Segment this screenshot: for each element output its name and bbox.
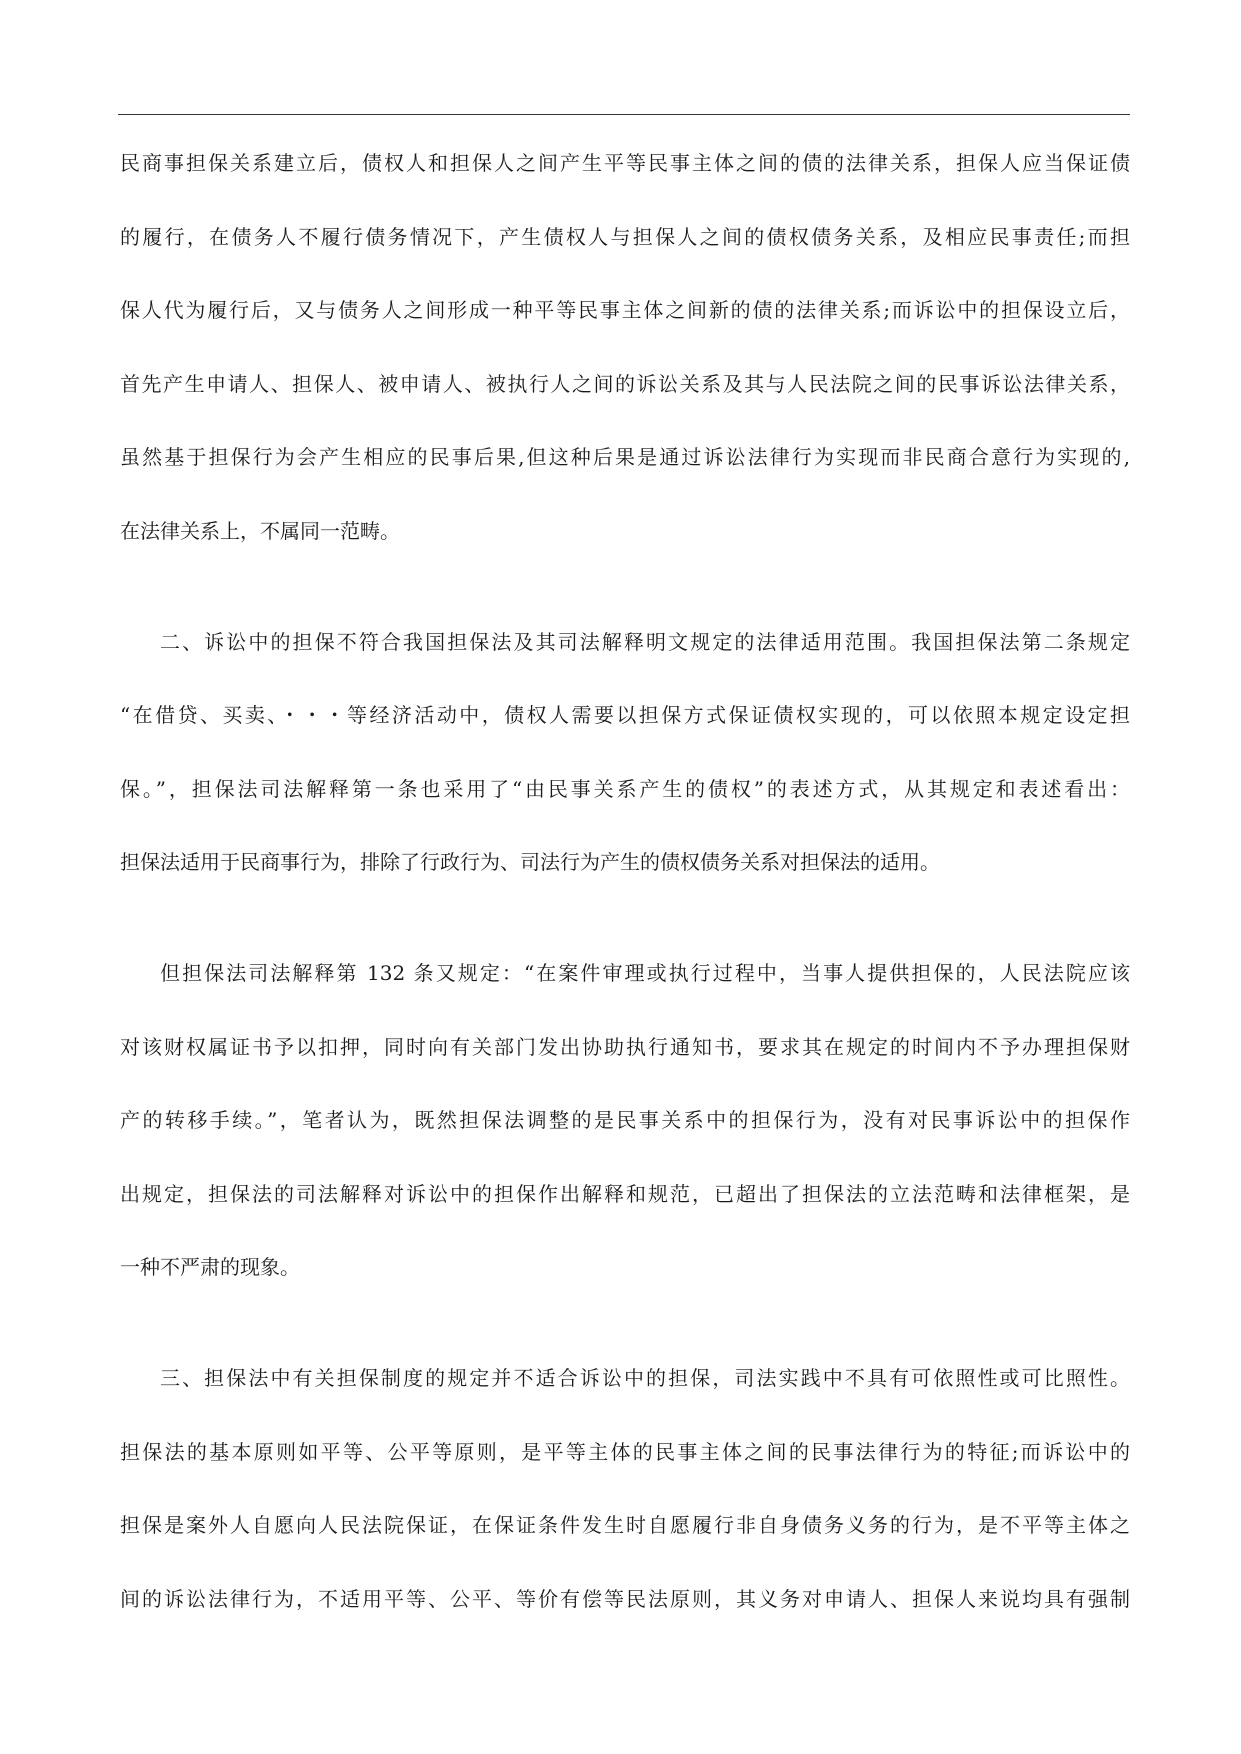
paragraph-gap [120,586,1130,624]
paragraph-gap [120,1323,1130,1361]
header-rule [118,114,1130,115]
text-line: 间的诉讼法律行为，不适用平等、公平、等价有偿等民法原则，其义务对申请人、担保人来说均具有强制 [120,1586,1130,1611]
text-line: 在法律关系上，不属同一范畴。 [120,518,400,543]
text-line: “在借贷、买卖、・・・等经济活动中，债权人需要以担保方式保证债权实现的，可以依照本规定设定担 [120,703,1130,727]
text-line: 的履行，在债务人不履行债务情况下，产生债权人与担保人之间的债权债务关系，及相应民事责任;而担 [120,224,1130,249]
text-line: 出规定，担保法的司法解释对诉讼中的担保作出解释和规范，已超出了担保法的立法范畴和法律框架，是 [120,1181,1130,1206]
text-line: 对该财权属证书予以扣押，同时向有关部门发出协助执行通知书，要求其在规定的时间内不予办理担保财 [120,1034,1130,1059]
text-line: 二、诉讼中的担保不符合我国担保法及其司法解释明文规定的法律适用范围。我国担保法第二条规定 [160,629,1130,654]
text-line: 首先产生申请人、担保人、被申请人、被执行人之间的诉讼关系及其与人民法院之间的民事诉讼法律关系， [120,371,1130,396]
text-line: 三、担保法中有关担保制度的规定并不适合诉讼中的担保，司法实践中不具有可依照性或可比照性。 [160,1366,1130,1390]
document-body [120,145,1130,1654]
text-line: 担保法适用于民商事行为，排除了行政行为、司法行为产生的债权债务关系对担保法的适用。 [120,850,940,874]
text-line: 虽然基于担保行为会产生相应的民事后果,但这种后果是通过诉讼法律行为实现而非民商合意行为实现的, [120,445,1130,469]
text-line: 民商事担保关系建立后，债权人和担保人之间产生平等民事主体之间的债的法律关系，担保人应当保证债 [120,151,1130,175]
text-line: 担保是案外人自愿向人民法院保证，在保证条件发生时自愿履行非自身债务义务的行为，是不平等主体之 [120,1513,1130,1537]
paragraph-gap [120,918,1130,956]
text-line: 保人代为履行后，又与债务人之间形成一种平等民事主体之间新的债的法律关系;而诉讼中的担保设立后， [120,298,1130,322]
text-line: 一种不严肃的现象。 [120,1255,300,1279]
text-line: 担保法的基本原则如平等、公平等原则，是平等主体的民事主体之间的民事法律行为的特征;而诉讼中的 [120,1439,1130,1464]
text-line: 产的转移手续。”，笔者认为，既然担保法调整的是民事关系中的担保行为，没有对民事诉讼中的担保作 [120,1108,1130,1132]
text-line: 保。”，担保法司法解释第一条也采用了“由民事关系产生的债权”的表述方式，从其规定和表述看出： [120,776,1130,801]
text-line: 但担保法司法解释第 132 条又规定：“在案件审理或执行过程中，当事人提供担保的，人民法院应该 [160,961,1130,985]
